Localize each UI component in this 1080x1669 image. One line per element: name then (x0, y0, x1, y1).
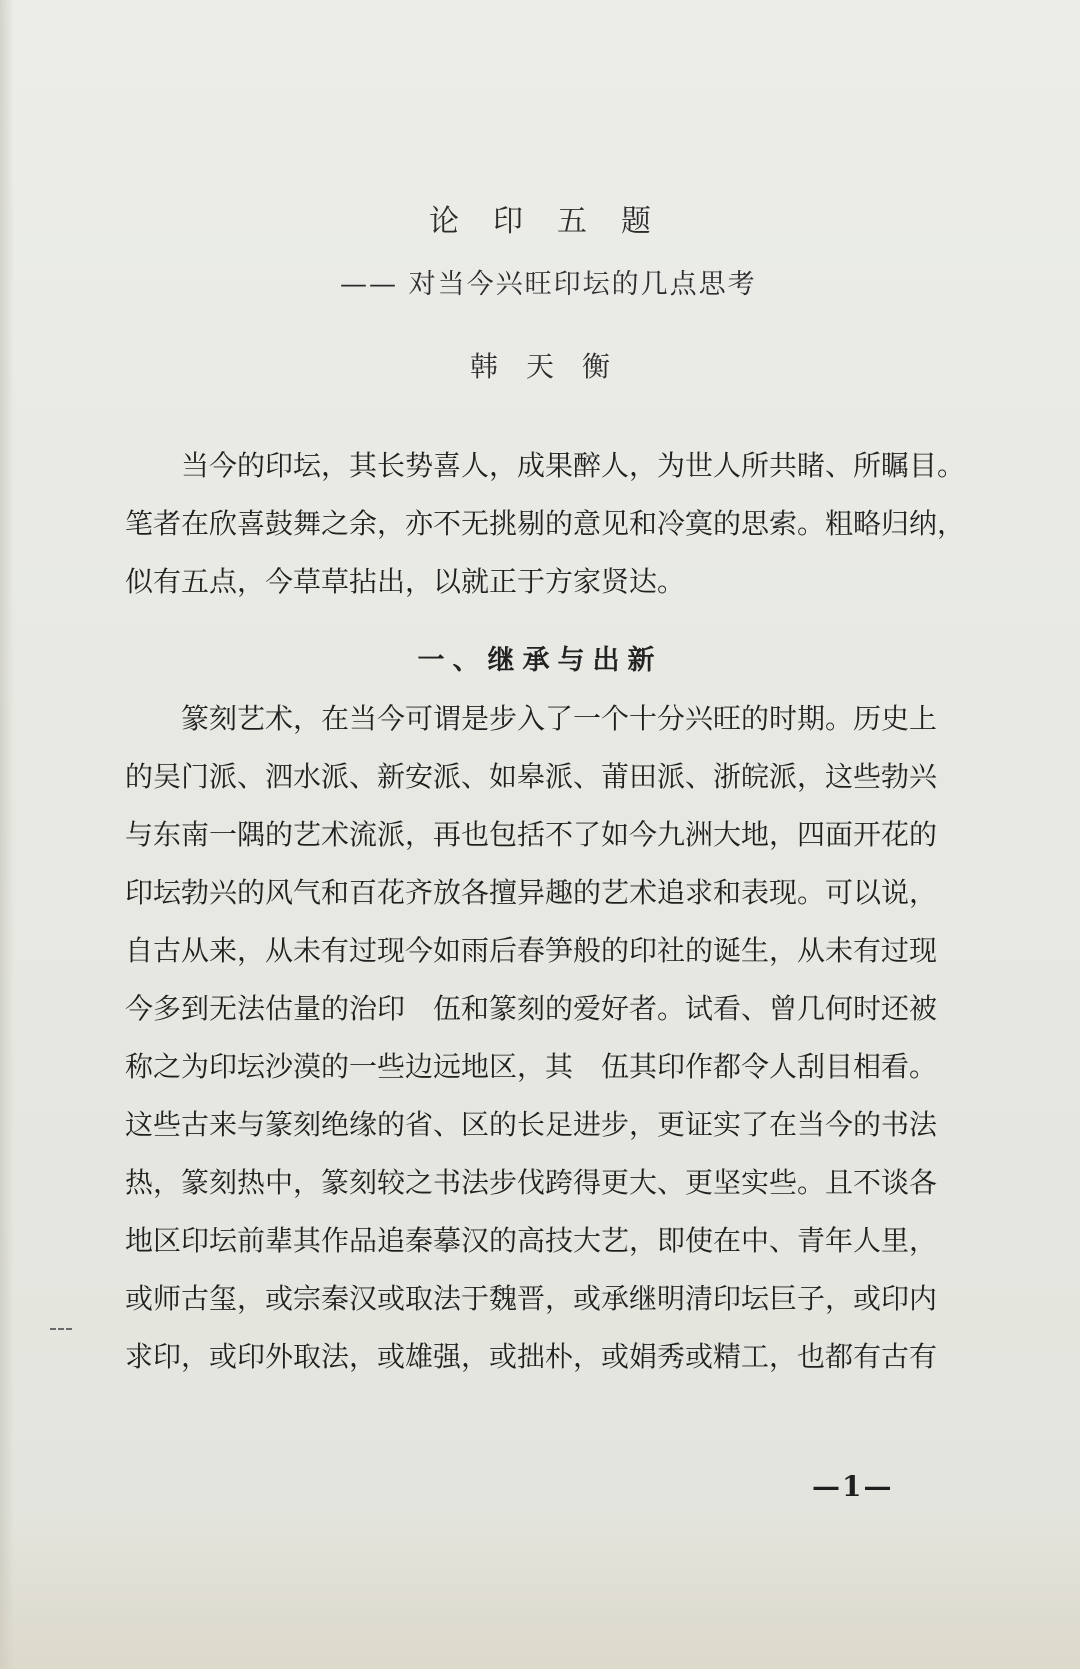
section-paragraph (125, 690, 975, 1386)
article-subtitle: —— 对当今兴旺印坛的几点思考 (340, 269, 757, 300)
text-line: 今多到无法估量的治印 伍和篆刻的爱好者。试看、曾几何时还被 (125, 992, 938, 1025)
text-line: 印坛勃兴的风气和百花齐放各擅异趣的艺术追求和表现。可以说， (125, 876, 938, 909)
text-line: 与东南一隅的艺术流派，再也包括不了如今九洲大地，四面开花的 (125, 818, 938, 851)
section-heading: 一、继承与出新 (417, 645, 663, 676)
text-line: 或师古玺，或宗秦汉或取法于魏晋，或承继明清印坛巨子，或印内 (125, 1282, 938, 1315)
margin-mark (50, 1328, 72, 1333)
paper-edge-shadow (0, 0, 14, 1669)
intro-paragraph (125, 437, 975, 611)
article-title: 论印五题 (429, 204, 685, 239)
text-line: 似有五点，今草草拈出，以就正于方家贤达。 (125, 565, 686, 598)
text-line: 笔者在欣喜鼓舞之余，亦不无挑剔的意见和冷寞的思索。粗略归纳， (125, 507, 966, 540)
text-line: 篆刻艺术，在当今可谓是步入了一个十分兴旺的时期。历史上 (181, 702, 938, 735)
text-line: 地区印坛前辈其作品追秦摹汉的高技大艺，即使在中、青年人里， (125, 1224, 938, 1257)
text-line: 称之为印坛沙漠的一些边远地区，其 伍其印作都令人刮目相看。 (125, 1050, 938, 1083)
paper-stain (0, 1509, 1080, 1669)
page-number: —1— (812, 1470, 894, 1503)
text-line: 当今的印坛，其长势喜人，成果醉人，为世人所共睹、所瞩目。 (181, 449, 966, 482)
text-line: 自古从来，从未有过现今如雨后春笋般的印社的诞生，从未有过现 (125, 934, 938, 967)
text-line: 求印，或印外取法，或雄强，或拙朴，或娟秀或精工，也都有古有 (125, 1340, 938, 1373)
text-line: 这些古来与篆刻绝缘的省、区的长足进步，更证实了在当今的书法 (125, 1108, 938, 1141)
text-line: 的吴门派、泗水派、新安派、如皋派、莆田派、浙皖派，这些勃兴 (125, 760, 938, 793)
text-line: 热，篆刻热中，篆刻较之书法步伐跨得更大、更坚实些。且不谈各 (125, 1166, 938, 1199)
article-author: 韩天衡 (469, 350, 638, 383)
